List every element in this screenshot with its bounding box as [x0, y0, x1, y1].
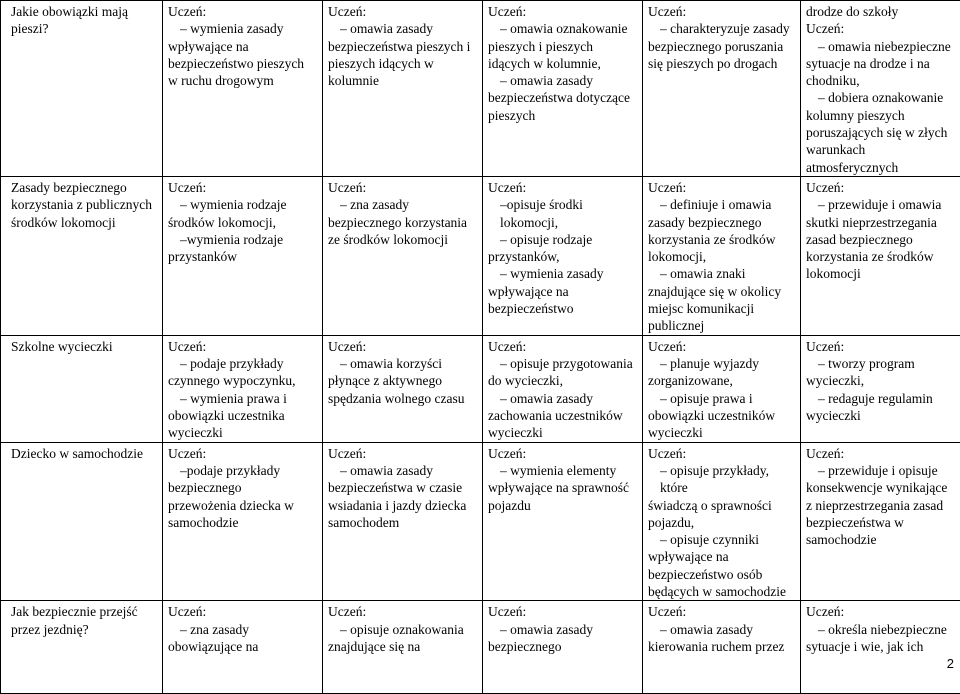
cell-line: w ruchu drogowym	[168, 72, 318, 89]
requirement-cell	[323, 335, 483, 442]
cell-line: – omawia zasady	[328, 462, 478, 479]
requirement-cell	[323, 1, 483, 177]
cell-line: Uczeń:	[648, 445, 796, 462]
cell-line: przystanków	[168, 248, 318, 265]
cell-line: – wymienia prawa i	[168, 390, 318, 407]
cell-line: – omawia zasady	[648, 621, 796, 638]
cell-line: – wymienia zasady	[488, 265, 638, 282]
cell-line: pieszych idących w	[328, 55, 478, 72]
table-row	[1, 1, 960, 177]
cell-line: bezpieczeństwo osób	[648, 566, 796, 583]
cell-line: do wycieczki,	[488, 372, 638, 389]
cell-line: publicznej	[648, 317, 796, 334]
cell-line: kolumny pieszych	[806, 107, 956, 124]
requirement-cell	[163, 335, 323, 442]
cell-line: bezpiecznego poruszania	[648, 38, 796, 55]
cell-line: bezpiecznego	[488, 638, 638, 655]
topic-label: Zasady bezpiecznego korzystania z publicznych środków lokomocji	[11, 179, 158, 231]
cell-line: bezpiecznego	[168, 479, 318, 496]
cell-line: samochodzie	[806, 531, 956, 548]
cell-line: sytuacje na drodze i na	[806, 55, 956, 72]
cell-line: Uczeń:	[168, 3, 318, 20]
cell-line: bezpieczeństwa w czasie	[328, 479, 478, 496]
cell-line: – omawia zasady	[488, 390, 638, 407]
cell-line: samochodem	[328, 514, 478, 531]
requirement-cell	[483, 601, 643, 694]
cell-line: wycieczki	[806, 407, 956, 424]
cell-line: Uczeń:	[648, 179, 796, 196]
cell-line: Uczeń:	[806, 179, 956, 196]
cell-line: wycieczki,	[806, 372, 956, 389]
cell-line: Uczeń:	[168, 603, 318, 620]
cell-line: Uczeń:	[328, 179, 478, 196]
cell-line: poruszających się w złych	[806, 124, 956, 141]
cell-line: – wymienia rodzaje	[168, 196, 318, 213]
cell-line: wycieczki	[488, 424, 638, 441]
cell-line: lokomocji	[806, 265, 956, 282]
cell-line: – zna zasady	[168, 621, 318, 638]
requirement-cell	[163, 601, 323, 694]
cell-line: – omawia zasady	[328, 20, 478, 37]
requirement-cell	[801, 442, 960, 601]
cell-line: Uczeń:	[488, 603, 638, 620]
cell-line: – opisuje przygotowania	[488, 355, 638, 372]
cell-line: – wymienia elementy	[488, 462, 638, 479]
cell-line: – przewiduje i omawia	[806, 196, 956, 213]
cell-line: – opisuje oznakowania	[328, 621, 478, 638]
requirement-cell	[323, 601, 483, 694]
topic-cell	[1, 1, 163, 177]
page-number: 2	[947, 655, 954, 672]
requirement-cell	[643, 601, 801, 694]
cell-line: Uczeń:	[806, 20, 956, 37]
cell-line: konsekwencje wynikające	[806, 479, 956, 496]
cell-line: bezpieczeństwa w	[806, 514, 956, 531]
cell-line: –wymienia rodzaje	[168, 231, 318, 248]
cell-line: pojazdu,	[648, 514, 796, 531]
topic-cell	[1, 335, 163, 442]
cell-line: wpływające na sprawność	[488, 479, 638, 496]
cell-line: bezpieczeństwo	[488, 300, 638, 317]
requirement-cell	[483, 442, 643, 601]
cell-line: – charakteryzuje zasady	[648, 20, 796, 37]
cell-line: Uczeń:	[168, 445, 318, 462]
cell-line: Uczeń:	[648, 603, 796, 620]
cell-line: płynące z aktywnego	[328, 372, 478, 389]
requirement-cell	[163, 1, 323, 177]
cell-line: świadczą o sprawności	[648, 497, 796, 514]
cell-line: Uczeń:	[488, 445, 638, 462]
topic-label: Jak bezpiecznie przejść przez jezdnię?	[11, 603, 158, 638]
cell-line: korzystania ze środków	[648, 231, 796, 248]
cell-line: atmosferycznych	[806, 159, 956, 176]
cell-line: – omawia korzyści	[328, 355, 478, 372]
cell-line: obowiązujące na	[168, 638, 318, 655]
cell-line: Uczeń:	[328, 338, 478, 355]
cell-line: wpływające na	[488, 283, 638, 300]
cell-line: samochodzie	[168, 514, 318, 531]
cell-line: Uczeń:	[488, 338, 638, 355]
cell-line: Uczeń:	[328, 445, 478, 462]
cell-line: Uczeń:	[806, 445, 956, 462]
cell-line: wpływające na	[648, 548, 796, 565]
cell-line: zorganizowane,	[648, 372, 796, 389]
cell-line: – omawia znaki	[648, 265, 796, 282]
cell-line: Uczeń:	[488, 179, 638, 196]
cell-line: miejsc komunikacji	[648, 300, 796, 317]
cell-line: Uczeń:	[648, 338, 796, 355]
cell-line: – opisuje przykłady, które	[648, 462, 796, 497]
table-row	[1, 176, 960, 335]
cell-line: sytuacje i wie, jak ich	[806, 638, 956, 655]
cell-line: wycieczki	[168, 424, 318, 441]
cell-line: bezpieczeństwo pieszych	[168, 55, 318, 72]
cell-line: – przewiduje i opisuje	[806, 462, 956, 479]
cell-line: z nieprzestrzegania zasad	[806, 497, 956, 514]
cell-line: – omawia oznakowanie	[488, 20, 638, 37]
cell-line: będących w samochodzie	[648, 583, 796, 600]
cell-line: bezpiecznego korzystania	[328, 214, 478, 231]
cell-line: zachowania uczestników	[488, 407, 638, 424]
cell-line: – omawia zasady	[488, 621, 638, 638]
cell-line: środków lokomocji,	[168, 214, 318, 231]
cell-line: –opisuje środki lokomocji,	[488, 196, 638, 231]
cell-line: – tworzy program	[806, 355, 956, 372]
cell-line: bezpieczeństwa dotyczące	[488, 89, 638, 106]
cell-line: przystanków,	[488, 248, 638, 265]
requirement-cell	[801, 1, 960, 177]
topic-cell	[1, 176, 163, 335]
cell-line: lokomocji,	[648, 248, 796, 265]
cell-line: wpływające na	[168, 38, 318, 55]
cell-line: pieszych i pieszych	[488, 38, 638, 55]
cell-line: Uczeń:	[488, 3, 638, 20]
cell-line: – wymienia zasady	[168, 20, 318, 37]
requirement-cell	[323, 176, 483, 335]
topic-label: Jakie obowiązki mają pieszi?	[11, 3, 158, 38]
cell-line: idących w kolumnie,	[488, 55, 638, 72]
cell-line: Uczeń:	[328, 3, 478, 20]
requirement-cell	[483, 335, 643, 442]
cell-line: spędzania wolnego czasu	[328, 390, 478, 407]
cell-line: Uczeń:	[328, 603, 478, 620]
cell-line: Uczeń:	[806, 603, 956, 620]
cell-line: się pieszych po drogach	[648, 55, 796, 72]
requirement-cell	[163, 176, 323, 335]
topic-label: Szkolne wycieczki	[11, 338, 158, 355]
cell-line: znajdujące się na	[328, 638, 478, 655]
requirement-cell	[483, 1, 643, 177]
cell-line: – redaguje regulamin	[806, 390, 956, 407]
table-row	[1, 335, 960, 442]
cell-line: warunkach	[806, 141, 956, 158]
cell-line: obowiązki uczestników	[648, 407, 796, 424]
requirement-cell	[163, 442, 323, 601]
requirement-cell	[323, 442, 483, 601]
cell-line: czynnego wypoczynku,	[168, 372, 318, 389]
cell-line: Uczeń:	[168, 179, 318, 196]
cell-line: Uczeń:	[168, 338, 318, 355]
topic-label: Dziecko w samochodzie	[11, 445, 158, 462]
requirement-cell	[643, 335, 801, 442]
table-row	[1, 601, 960, 694]
cell-line: bezpieczeństwa pieszych i	[328, 38, 478, 55]
cell-line: – zna zasady	[328, 196, 478, 213]
cell-line: pojazdu	[488, 497, 638, 514]
cell-line: obowiązki uczestnika	[168, 407, 318, 424]
cell-line: – dobiera oznakowanie	[806, 89, 956, 106]
cell-line: Uczeń:	[648, 3, 796, 20]
cell-line: – podaje przykłady	[168, 355, 318, 372]
cell-line: –podaje przykłady	[168, 462, 318, 479]
cell-line: chodniku,	[806, 72, 956, 89]
requirement-cell	[801, 601, 960, 694]
cell-line: wsiadania i jazdy dziecka	[328, 497, 478, 514]
cell-line: kierowania ruchem przez	[648, 638, 796, 655]
requirement-cell	[801, 176, 960, 335]
cell-line: Uczeń:	[806, 338, 956, 355]
cell-line: kolumnie	[328, 72, 478, 89]
cell-line: pieszych	[488, 107, 638, 124]
cell-line: – omawia niebezpieczne	[806, 38, 956, 55]
cell-line: – opisuje czynniki	[648, 531, 796, 548]
requirement-cell	[801, 335, 960, 442]
cell-line: przewożenia dziecka w	[168, 497, 318, 514]
requirement-cell	[643, 176, 801, 335]
cell-line: zasad bezpiecznego	[806, 231, 956, 248]
cell-line: skutki nieprzestrzegania	[806, 214, 956, 231]
table-row	[1, 442, 960, 601]
cell-line: – opisuje prawa i	[648, 390, 796, 407]
cell-line: korzystania ze środków	[806, 248, 956, 265]
cell-line: ze środków lokomocji	[328, 231, 478, 248]
cell-line: drodze do szkoły	[806, 3, 956, 20]
topic-cell	[1, 601, 163, 694]
cell-line: – planuje wyjazdy	[648, 355, 796, 372]
requirement-cell	[643, 1, 801, 177]
requirement-cell	[483, 176, 643, 335]
cell-line: – definiuje i omawia	[648, 196, 796, 213]
cell-line: znajdujące się w okolicy	[648, 283, 796, 300]
requirement-cell	[643, 442, 801, 601]
cell-line: wycieczki	[648, 424, 796, 441]
topic-cell	[1, 442, 163, 601]
cell-line: – określa niebezpieczne	[806, 621, 956, 638]
cell-line: – omawia zasady	[488, 72, 638, 89]
cell-line: zasady bezpiecznego	[648, 214, 796, 231]
cell-line: – opisuje rodzaje	[488, 231, 638, 248]
